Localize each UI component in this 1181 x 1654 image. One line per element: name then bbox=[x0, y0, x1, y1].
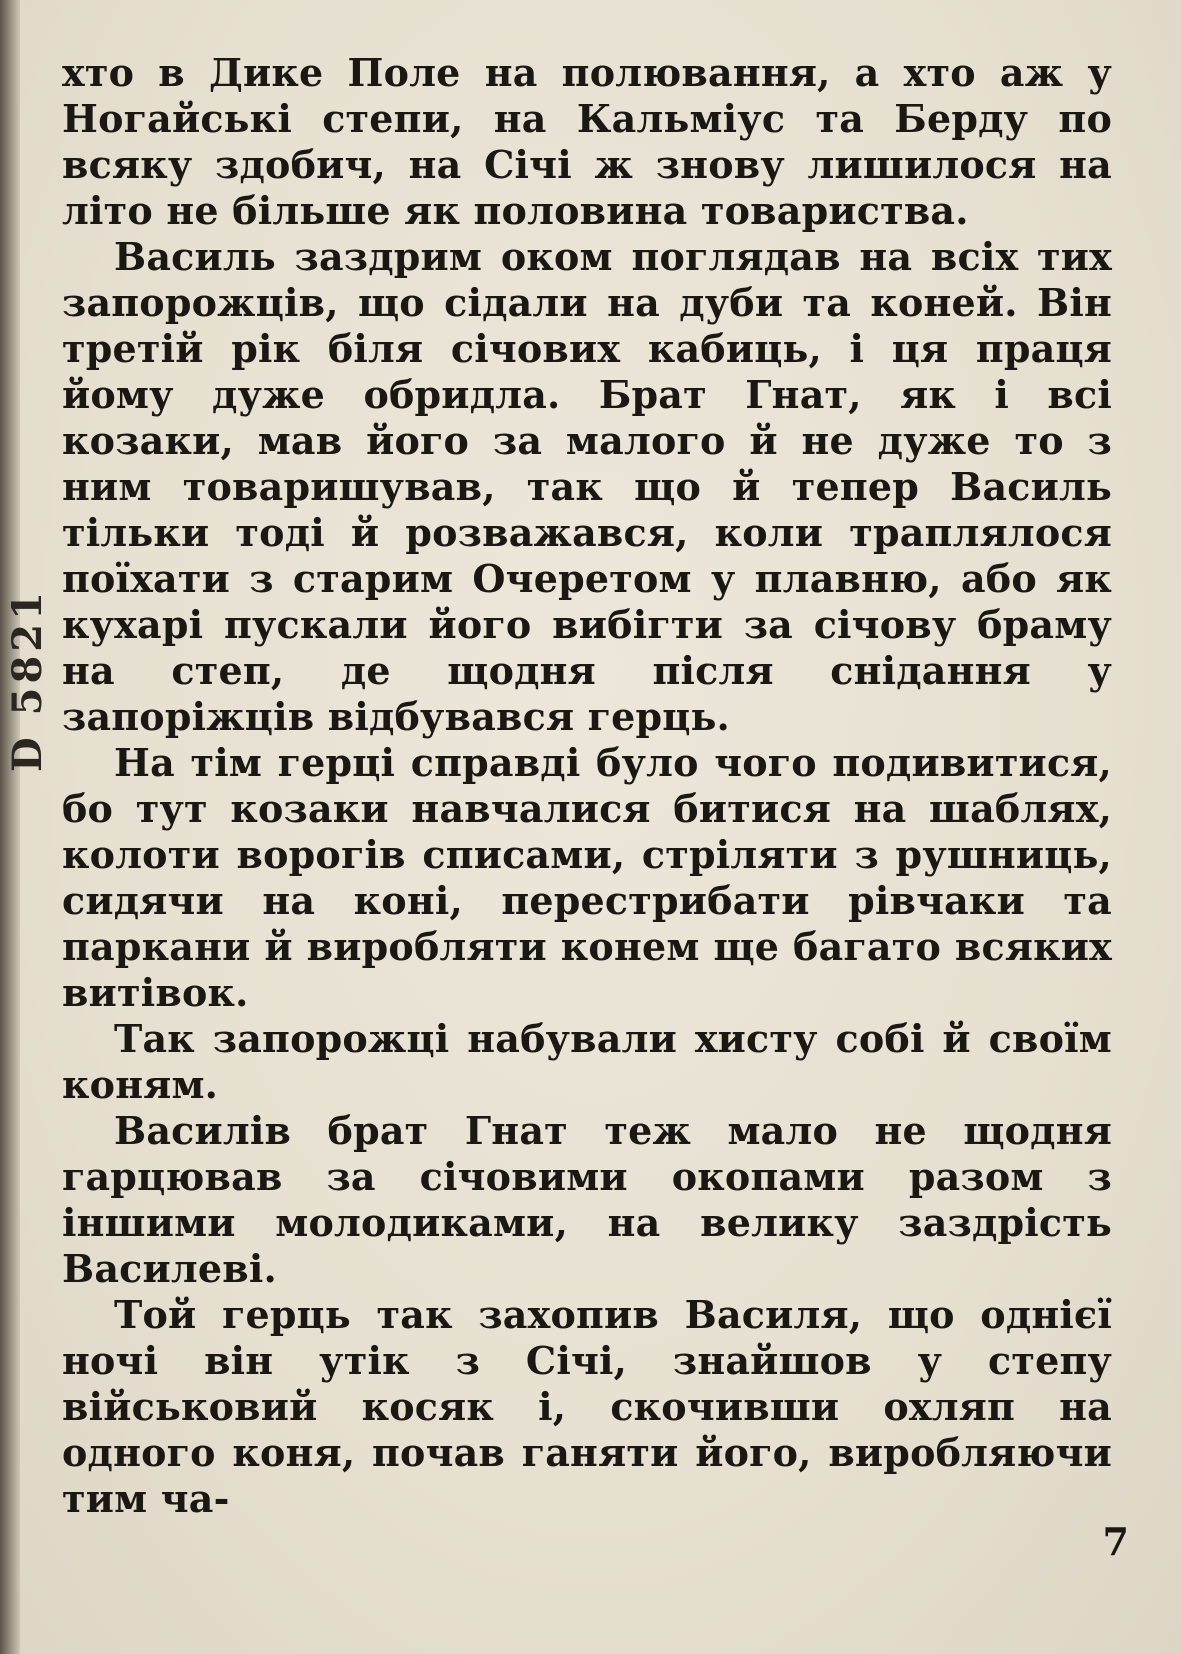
paragraph-2: Василь заздрим оком поглядав на всіх тих запорожців, що сідали на дуби та коней. Він третій рік біля січових кабиць, і ця праця йому дуже обридла. Брат Гнат, як і всі козаки, мав його за малого й не дуже то з ним товаришував, так що й тепер Василь тільки тоді й розважався, коли траплялося поїхати з старим Очеретом у плавню, або як кухарі пускали його вибігти за січову браму на степ, де щодня після снідання у запоріжців відбувався герць. bbox=[62, 234, 1112, 739]
binding-edge bbox=[0, 0, 20, 1654]
paragraph-1: хто в Дике Поле на полювання, а хто аж у Ногайські степи, на Кальміус та Берду по всяку здобич, на Січі ж знову лишилося на літо не більше як половина товариства. bbox=[62, 50, 1112, 233]
library-stamp: D 5821 bbox=[4, 588, 51, 772]
paragraph-4: Так запорожці набували хисту собі й своїм коням. bbox=[62, 1016, 1112, 1107]
page-number: 7 bbox=[1102, 1519, 1129, 1564]
paragraph-6: Той герць так захопив Василя, що однієї ночі він утік з Січі, знайшов у степу військовий косяк і, скочивши охляп на одного коня, почав ганяти його, виробляючи тим ча- bbox=[62, 1292, 1112, 1521]
body-text bbox=[62, 50, 1112, 1522]
paragraph-3: На тім герці справді було чого подивитися, бо тут козаки навчалися битися на шаблях, колоти ворогів списами, стріляти з рушниць, сидячи на коні, перестрибати рівчаки та паркани й виробляти конем ще багато всяких витівок. bbox=[62, 740, 1112, 1015]
paragraph-5: Василів брат Гнат теж мало не щодня гарцював за січовими окопами разом з іншими молодиками, на велику заздрість Василеві. bbox=[62, 1108, 1112, 1291]
